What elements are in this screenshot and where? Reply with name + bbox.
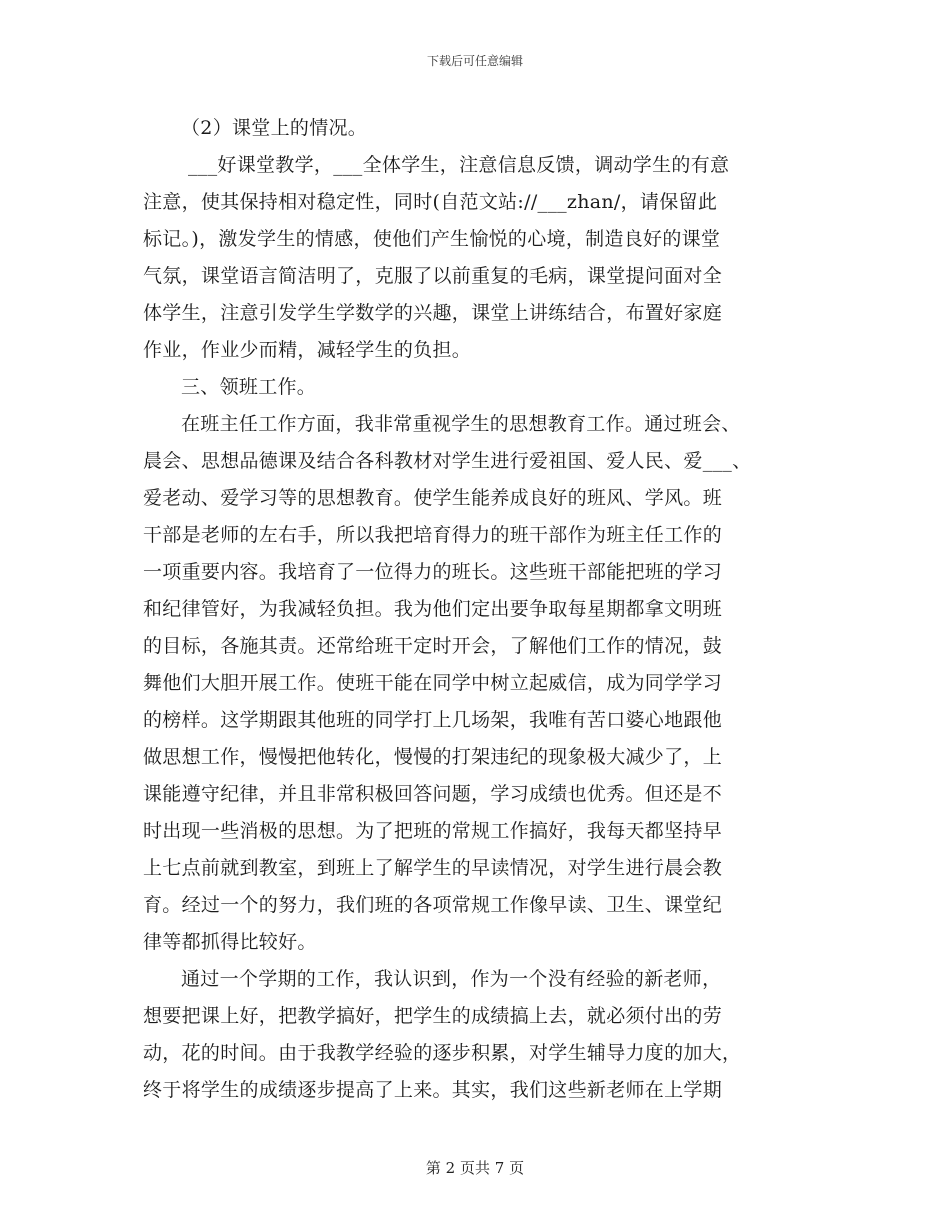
section-heading: （2）课堂上的情况。 — [181, 117, 368, 139]
paragraph-line: 育。经过一个的努力，我们班的各项常规工作像早读、卫生、课堂纪 — [143, 894, 723, 916]
page-number-footer: 第 2 页共 7 页 — [425, 1159, 525, 1177]
paragraph-line: 舞他们大胆开展工作。使班干能在同学中树立起威信，成为同学学习 — [143, 672, 723, 694]
section-heading: 三、领班工作。 — [181, 376, 317, 398]
paragraph-line: 和纪律管好，为我减轻负担。我为他们定出要争取每星期都拿文明班 — [143, 598, 723, 620]
paragraph-line: 在班主任工作方面，我非常重视学生的思想教育工作。通过班会、 — [181, 413, 741, 435]
paragraph-line: 注意，使其保持相对稳定性，同时(自范文站://___zhan/，请保留此 — [143, 191, 718, 213]
paragraph-line: 通过一个学期的工作，我认识到，作为一个没有经验的新老师， — [181, 968, 722, 990]
paragraph-line: 终于将学生的成绩逐步提高了上来。其实，我们这些新老师在上学期 — [143, 1079, 723, 1101]
paragraph-line: 做思想工作，慢慢把他转化，慢慢的打架违纪的现象极大减少了，上 — [143, 746, 723, 768]
document-body — [143, 110, 813, 1109]
paragraph-line: 动，花的时间。由于我教学经验的逐步积累，对学生辅导力度的加大， — [143, 1042, 742, 1064]
paragraph-line: 想要把课上好，把教学搞好，把学生的成绩搞上去，就必须付出的劳 — [143, 1005, 723, 1027]
paragraph-line: 一项重要内容。我培育了一位得力的班长。这些班干部能把班的学习 — [143, 561, 723, 583]
paragraph-line: 时出现一些消极的思想。为了把班的常规工作搞好，我每天都坚持早 — [143, 820, 723, 842]
paragraph-line: 干部是老师的左右手，所以我把培育得力的班干部作为班主任工作的 — [143, 524, 723, 546]
page-header: 下载后可任意编辑 — [426, 54, 523, 68]
paragraph-line: 晨会、思想品德课及结合各科教材对学生进行爱祖国、爱人民、爱___、 — [143, 450, 752, 472]
paragraph-line: 律等都抓得比较好。 — [143, 931, 317, 953]
paragraph-line: 作业，作业少而精，减轻学生的负担。 — [143, 339, 472, 361]
paragraph-line: 爱老动、爱学习等的思想教育。使学生能养成良好的班风、学风。班 — [143, 487, 723, 509]
paragraph-line: 的榜样。这学期跟其他班的同学打上几场架，我唯有苦口婆心地跟他 — [143, 709, 723, 731]
paragraph-line: 标记。)，激发学生的情感，使他们产生愉悦的心境，制造良好的课堂 — [143, 228, 721, 250]
paragraph-line: 上七点前就到教室，到班上了解学生的早读情况，对学生进行晨会教 — [143, 857, 723, 879]
paragraph-line: 气氛，课堂语言简洁明了，克服了以前重复的毛病，课堂提问面对全 — [143, 265, 723, 287]
paragraph-line: 课能遵守纪律，并且非常积极回答问题，学习成绩也优秀。但还是不 — [143, 783, 723, 805]
paragraph-line: ___好课堂教学，___全体学生，注意信息反馈，调动学生的有意 — [188, 154, 730, 176]
paragraph-line: 体学生，注意引发学生学数学的兴趣，课堂上讲练结合，布置好家庭 — [143, 302, 723, 324]
paragraph-line: 的目标，各施其责。还常给班干定时开会，了解他们工作的情况，鼓 — [143, 635, 723, 657]
